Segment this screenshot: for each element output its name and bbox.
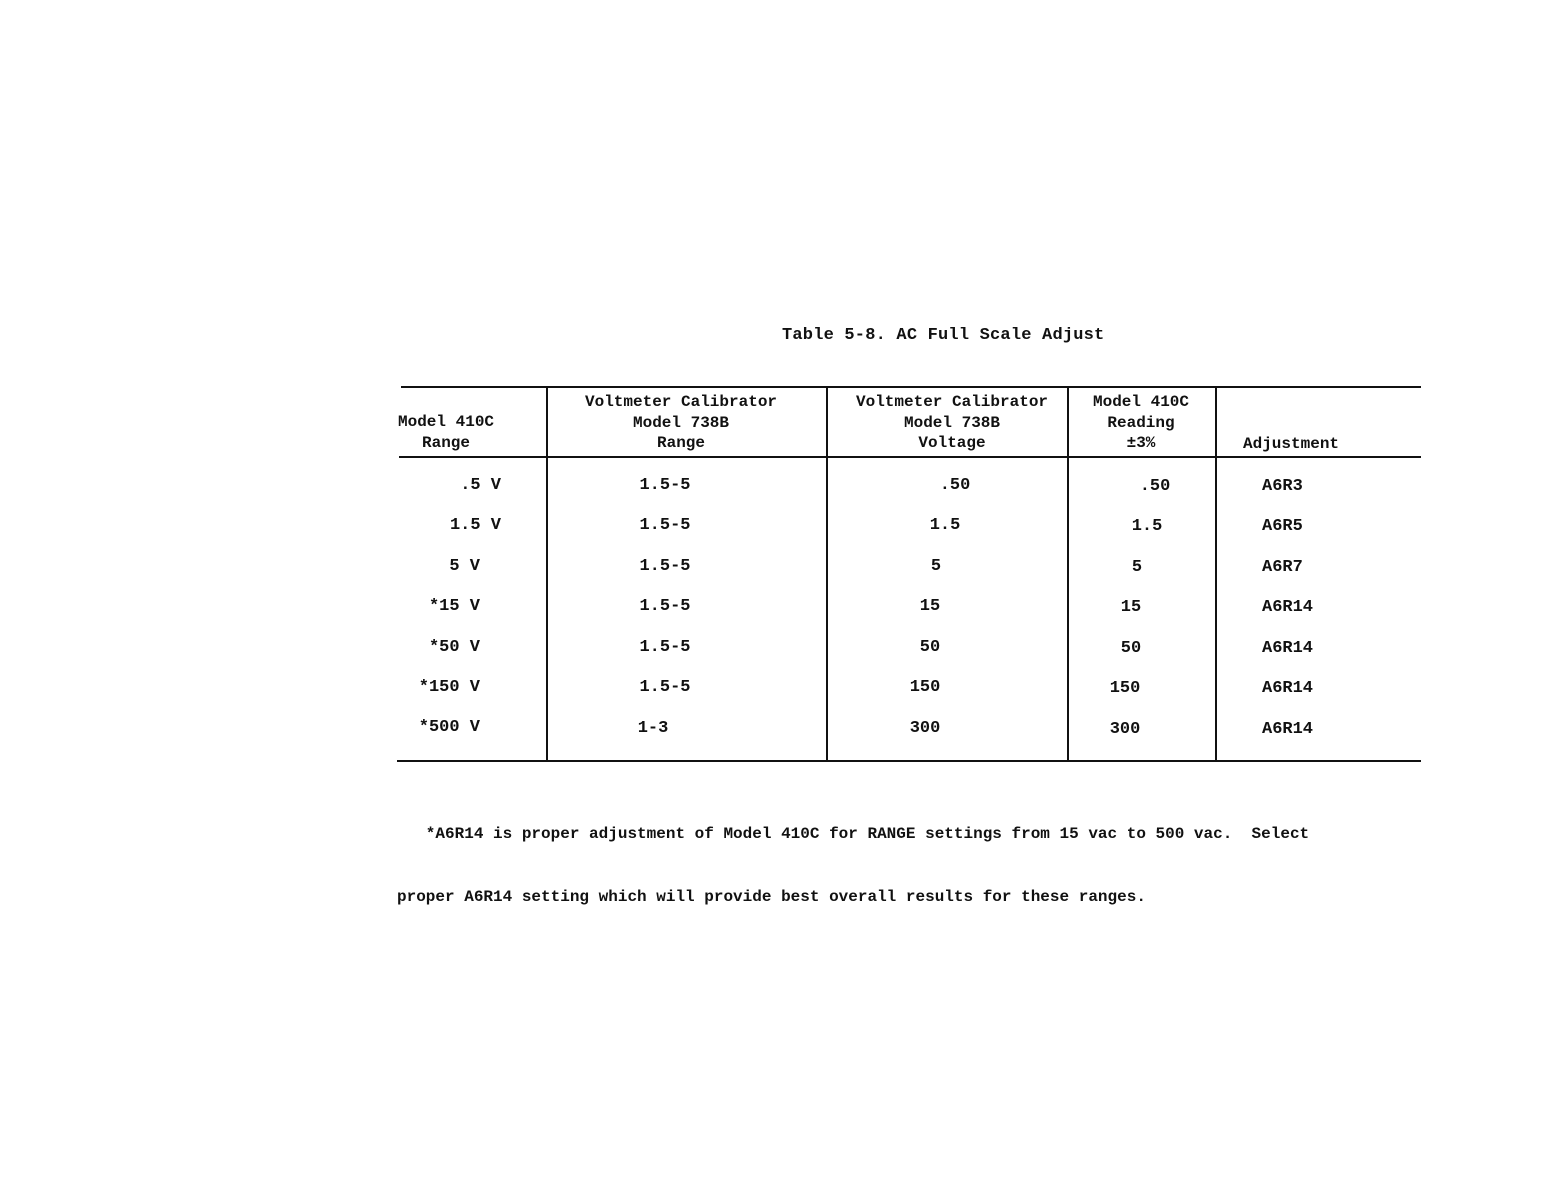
cell-calibrator-range: 1.5-5 (639, 516, 691, 535)
table-top-rule (401, 386, 1421, 388)
cell-calibrator-range: 1.5-5 (639, 597, 691, 616)
cell-calibrator-range: 1-3 (637, 719, 669, 738)
cell-reading: 15 (1120, 598, 1142, 617)
cell-adjustment: A6R7 (1262, 558, 1303, 577)
cell-reading: 5 (1131, 558, 1143, 577)
cell-reading: 300 (1109, 720, 1141, 739)
table-title: Table 5-8. AC Full Scale Adjust (782, 326, 1105, 345)
header-line: Model 738B (632, 413, 729, 432)
header-line: Voltmeter Calibrator (584, 393, 778, 411)
cell-calibrator-range: 1.5-5 (639, 557, 691, 576)
cell-adjustment: A6R14 (1262, 720, 1314, 739)
cell-voltage: 300 (909, 719, 941, 738)
header-line: Model 410C (398, 413, 495, 431)
header-line: Model 410C (1092, 393, 1189, 411)
footnote-line: proper A6R14 setting which will provide best overall results for these ranges. (397, 888, 1146, 906)
cell-adjustment: A6R14 (1262, 598, 1314, 617)
cell-adjustment: A6R3 (1262, 477, 1303, 496)
cell-calibrator-range: 1.5-5 (639, 678, 691, 697)
header-line: ±3% (1126, 434, 1156, 452)
cell-calibrator-range: 1.5-5 (639, 476, 691, 495)
cell-range: 1.5 V (449, 516, 501, 535)
cell-voltage: 1.5 (929, 516, 961, 535)
cell-adjustment: A6R14 (1262, 639, 1314, 658)
header-line: Range (421, 433, 470, 452)
cell-voltage: 15 (919, 597, 941, 616)
header-adjustment (1243, 434, 1339, 455)
header-line: Range (656, 434, 705, 452)
column-divider-4 (1215, 386, 1217, 760)
header-model-reading (1074, 392, 1208, 454)
cell-voltage: 5 (930, 557, 942, 576)
cell-range: *500 V (418, 718, 480, 737)
cell-reading: 50 (1120, 639, 1142, 658)
cell-reading: 1.5 (1131, 517, 1163, 536)
header-bottom-rule (399, 456, 1421, 458)
header-line: Voltage (918, 434, 986, 452)
cell-reading: 150 (1109, 679, 1141, 698)
header-line: Reading (1107, 413, 1175, 432)
cell-voltage: .50 (939, 476, 971, 495)
footnote-line: *A6R14 is proper adjustment of Model 410C for RANGE settings from 15 vac to 500 vac. Select (397, 825, 1310, 843)
cell-reading: .50 (1139, 477, 1171, 496)
table-bottom-rule (397, 760, 1421, 762)
cell-range: .5 V (460, 476, 501, 495)
cell-calibrator-range: 1.5-5 (639, 638, 691, 657)
cell-range: *150 V (418, 678, 480, 697)
header-line: Adjustment (1243, 435, 1340, 453)
cell-range: 5 V (449, 557, 480, 576)
cell-range: *15 V (428, 597, 480, 616)
cell-adjustment: A6R14 (1262, 679, 1314, 698)
cell-voltage: 150 (909, 678, 941, 697)
footnote (397, 782, 1309, 929)
header-calibrator-voltage (828, 392, 1076, 454)
cell-adjustment: A6R5 (1262, 517, 1303, 536)
header-line: Model 738B (903, 413, 1000, 432)
header-line: Voltmeter Calibrator (855, 393, 1049, 411)
header-calibrator-range (548, 392, 814, 454)
cell-range: *50 V (428, 638, 480, 657)
header-model-range (398, 412, 494, 453)
cell-voltage: 50 (919, 638, 941, 657)
